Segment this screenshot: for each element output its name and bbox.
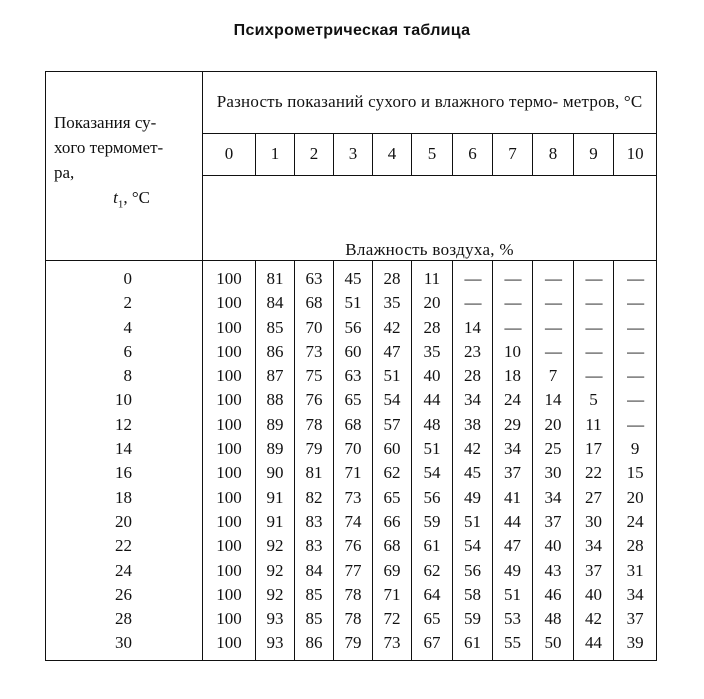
- humidity-cell: 87: [256, 364, 295, 388]
- humidity-cell: 40: [412, 364, 453, 388]
- humidity-cell: 92: [256, 583, 295, 607]
- humidity-cell: 51: [373, 364, 412, 388]
- humidity-cell: 81: [256, 261, 295, 292]
- humidity-cell: 25: [533, 437, 574, 461]
- dry-temperature-cell: 2: [46, 291, 203, 315]
- humidity-cell: 68: [373, 534, 412, 558]
- humidity-cell: 10: [493, 340, 533, 364]
- humidity-cell: 85: [295, 583, 334, 607]
- humidity-cell: 71: [373, 583, 412, 607]
- humidity-cell: —: [614, 364, 657, 388]
- humidity-cell: 93: [256, 631, 295, 660]
- table-row: [46, 510, 657, 534]
- humidity-cell: —: [574, 316, 614, 340]
- difference-value-4: 4: [373, 133, 412, 175]
- table-row: [46, 486, 657, 510]
- difference-value-5: 5: [412, 133, 453, 175]
- humidity-cell: 78: [334, 583, 373, 607]
- humidity-cell: 83: [295, 534, 334, 558]
- humidity-cell: 100: [203, 461, 256, 485]
- humidity-cell: 63: [334, 364, 373, 388]
- table-row: [46, 388, 657, 412]
- humidity-cell: 37: [493, 461, 533, 485]
- humidity-cell: 77: [334, 559, 373, 583]
- humidity-cell: 100: [203, 364, 256, 388]
- humidity-cell: 62: [373, 461, 412, 485]
- humidity-cell: 34: [533, 486, 574, 510]
- humidity-cell: 93: [256, 607, 295, 631]
- humidity-cell: 84: [295, 559, 334, 583]
- humidity-cell: 48: [412, 413, 453, 437]
- humidity-cell: 27: [574, 486, 614, 510]
- humidity-cell: 92: [256, 534, 295, 558]
- humidity-cell: —: [614, 291, 657, 315]
- difference-value-3: 3: [334, 133, 373, 175]
- humidity-cell: 15: [614, 461, 657, 485]
- row-header-line-2: хого термомет-: [54, 138, 164, 157]
- dry-temperature-cell: 20: [46, 510, 203, 534]
- humidity-cell: 28: [373, 261, 412, 292]
- table-row: [46, 631, 657, 660]
- table-row: [46, 534, 657, 558]
- humidity-cell: 100: [203, 437, 256, 461]
- humidity-cell: 54: [453, 534, 493, 558]
- humidity-cell: 100: [203, 583, 256, 607]
- humidity-cell: 73: [295, 340, 334, 364]
- humidity-cell: 67: [412, 631, 453, 660]
- humidity-cell: 59: [453, 607, 493, 631]
- dry-temperature-cell: 6: [46, 340, 203, 364]
- humidity-cell: 40: [574, 583, 614, 607]
- humidity-cell: 90: [256, 461, 295, 485]
- humidity-cell: 85: [256, 316, 295, 340]
- table-title: Психрометрическая таблица: [233, 22, 471, 39]
- humidity-cell: 43: [533, 559, 574, 583]
- humidity-cell: 65: [334, 388, 373, 412]
- humidity-cell: 28: [614, 534, 657, 558]
- humidity-cell: 65: [412, 607, 453, 631]
- humidity-cell: 58: [453, 583, 493, 607]
- dry-temperature-cell: 26: [46, 583, 203, 607]
- humidity-cell: 44: [412, 388, 453, 412]
- humidity-cell: 75: [295, 364, 334, 388]
- humidity-cell: 35: [373, 291, 412, 315]
- humidity-cell: 70: [295, 316, 334, 340]
- difference-value-1: 1: [256, 133, 295, 175]
- dry-temperature-cell: 24: [46, 559, 203, 583]
- humidity-cell: —: [533, 261, 574, 292]
- humidity-cell: 64: [412, 583, 453, 607]
- table-row: [46, 364, 657, 388]
- dry-temperature-cell: 4: [46, 316, 203, 340]
- humidity-cell: 76: [334, 534, 373, 558]
- humidity-cell: 56: [334, 316, 373, 340]
- table-row: [46, 437, 657, 461]
- humidity-cell: —: [533, 291, 574, 315]
- humidity-cell: 39: [614, 631, 657, 660]
- humidity-cell: —: [493, 291, 533, 315]
- humidity-cell: 65: [373, 486, 412, 510]
- humidity-cell: 49: [493, 559, 533, 583]
- humidity-cell: 46: [533, 583, 574, 607]
- humidity-cell: 100: [203, 413, 256, 437]
- humidity-cell: 56: [412, 486, 453, 510]
- humidity-cell: 14: [453, 316, 493, 340]
- humidity-cell: —: [453, 261, 493, 292]
- humidity-cell: 59: [412, 510, 453, 534]
- humidity-cell: 86: [256, 340, 295, 364]
- humidity-cell: 30: [533, 461, 574, 485]
- humidity-cell: 100: [203, 534, 256, 558]
- dry-temperature-cell: 12: [46, 413, 203, 437]
- dry-temperature-cell: 14: [46, 437, 203, 461]
- humidity-cell: —: [493, 261, 533, 292]
- humidity-cell: 11: [574, 413, 614, 437]
- humidity-cell: 69: [373, 559, 412, 583]
- humidity-values: [46, 261, 657, 661]
- humidity-cell: 60: [373, 437, 412, 461]
- humidity-cell: 38: [453, 413, 493, 437]
- humidity-cell: 53: [493, 607, 533, 631]
- humidity-cell: 68: [334, 413, 373, 437]
- humidity-cell: 22: [574, 461, 614, 485]
- temperature-difference-header: Разность показаний сухого и влажного термо- метров, °С: [203, 72, 657, 134]
- dry-temperature-cell: 18: [46, 486, 203, 510]
- humidity-cell: —: [453, 291, 493, 315]
- humidity-cell: 34: [614, 583, 657, 607]
- dry-thermometer-header: [46, 72, 203, 261]
- humidity-cell: 92: [256, 559, 295, 583]
- humidity-cell: —: [493, 316, 533, 340]
- humidity-cell: 28: [412, 316, 453, 340]
- humidity-cell: 88: [256, 388, 295, 412]
- difference-value-6: 6: [453, 133, 493, 175]
- humidity-cell: —: [574, 291, 614, 315]
- humidity-cell: 54: [373, 388, 412, 412]
- humidity-cell: 14: [533, 388, 574, 412]
- humidity-cell: 45: [453, 461, 493, 485]
- humidity-header: Влажность воздуха, %: [203, 175, 657, 260]
- humidity-cell: 100: [203, 340, 256, 364]
- humidity-cell: 49: [453, 486, 493, 510]
- humidity-cell: 23: [453, 340, 493, 364]
- humidity-cell: 100: [203, 388, 256, 412]
- humidity-cell: 85: [295, 607, 334, 631]
- humidity-cell: 37: [533, 510, 574, 534]
- row-header-unit: $t_1$, °С: [113, 188, 150, 211]
- humidity-cell: —: [614, 388, 657, 412]
- humidity-cell: 79: [334, 631, 373, 660]
- humidity-cell: 29: [493, 413, 533, 437]
- humidity-cell: —: [574, 261, 614, 292]
- humidity-cell: 20: [412, 291, 453, 315]
- humidity-cell: 81: [295, 461, 334, 485]
- difference-value-2: 2: [295, 133, 334, 175]
- humidity-cell: —: [614, 261, 657, 292]
- humidity-cell: 37: [614, 607, 657, 631]
- table-row: [46, 461, 657, 485]
- table-row: [46, 261, 657, 292]
- humidity-cell: 48: [533, 607, 574, 631]
- humidity-cell: 51: [493, 583, 533, 607]
- difference-value-8: 8: [533, 133, 574, 175]
- humidity-cell: 66: [373, 510, 412, 534]
- humidity-cell: 72: [373, 607, 412, 631]
- humidity-cell: —: [533, 340, 574, 364]
- table-row: [46, 559, 657, 583]
- humidity-cell: 73: [334, 486, 373, 510]
- difference-value-0: 0: [203, 133, 256, 175]
- humidity-cell: 100: [203, 559, 256, 583]
- dry-temperature-cell: 10: [46, 388, 203, 412]
- humidity-cell: 100: [203, 316, 256, 340]
- humidity-cell: 44: [574, 631, 614, 660]
- humidity-cell: —: [614, 413, 657, 437]
- humidity-cell: 100: [203, 486, 256, 510]
- humidity-cell: 70: [334, 437, 373, 461]
- humidity-cell: 5: [574, 388, 614, 412]
- humidity-cell: 71: [334, 461, 373, 485]
- humidity-cell: 30: [574, 510, 614, 534]
- humidity-cell: 24: [614, 510, 657, 534]
- humidity-cell: 20: [614, 486, 657, 510]
- table-row: [46, 340, 657, 364]
- humidity-cell: 89: [256, 437, 295, 461]
- humidity-cell: 79: [295, 437, 334, 461]
- dry-temperature-cell: 16: [46, 461, 203, 485]
- humidity-cell: 50: [533, 631, 574, 660]
- psychrometric-table: [45, 71, 657, 661]
- humidity-cell: 40: [533, 534, 574, 558]
- dry-temperature-cell: 28: [46, 607, 203, 631]
- difference-value-9: 9: [574, 133, 614, 175]
- humidity-cell: 74: [334, 510, 373, 534]
- humidity-cell: 84: [256, 291, 295, 315]
- humidity-cell: 89: [256, 413, 295, 437]
- humidity-cell: 31: [614, 559, 657, 583]
- humidity-cell: 55: [493, 631, 533, 660]
- humidity-cell: 68: [295, 291, 334, 315]
- humidity-cell: 45: [334, 261, 373, 292]
- humidity-cell: 78: [295, 413, 334, 437]
- humidity-cell: 34: [453, 388, 493, 412]
- humidity-cell: 56: [453, 559, 493, 583]
- humidity-cell: 82: [295, 486, 334, 510]
- humidity-cell: 18: [493, 364, 533, 388]
- table-row: [46, 413, 657, 437]
- humidity-cell: 78: [334, 607, 373, 631]
- dry-temperature-cell: 8: [46, 364, 203, 388]
- humidity-cell: 91: [256, 486, 295, 510]
- humidity-cell: 9: [614, 437, 657, 461]
- humidity-cell: 51: [412, 437, 453, 461]
- humidity-cell: 57: [373, 413, 412, 437]
- humidity-cell: 91: [256, 510, 295, 534]
- humidity-cell: —: [614, 316, 657, 340]
- humidity-cell: 24: [493, 388, 533, 412]
- humidity-cell: 61: [453, 631, 493, 660]
- dry-temperature-cell: 0: [46, 261, 203, 292]
- humidity-cell: 34: [493, 437, 533, 461]
- humidity-cell: 41: [493, 486, 533, 510]
- humidity-cell: 51: [453, 510, 493, 534]
- table-row: [46, 316, 657, 340]
- humidity-cell: 60: [334, 340, 373, 364]
- humidity-cell: 73: [373, 631, 412, 660]
- humidity-cell: 20: [533, 413, 574, 437]
- humidity-cell: 11: [412, 261, 453, 292]
- humidity-cell: 100: [203, 291, 256, 315]
- table-row: [46, 607, 657, 631]
- humidity-cell: 42: [373, 316, 412, 340]
- dry-temperature-cell: 22: [46, 534, 203, 558]
- humidity-cell: 7: [533, 364, 574, 388]
- humidity-cell: 37: [574, 559, 614, 583]
- difference-value-7: 7: [493, 133, 533, 175]
- humidity-cell: 76: [295, 388, 334, 412]
- humidity-cell: —: [614, 340, 657, 364]
- humidity-cell: 17: [574, 437, 614, 461]
- humidity-cell: 42: [453, 437, 493, 461]
- humidity-cell: 100: [203, 261, 256, 292]
- humidity-cell: 61: [412, 534, 453, 558]
- table-row: [46, 583, 657, 607]
- humidity-cell: —: [533, 316, 574, 340]
- humidity-cell: 83: [295, 510, 334, 534]
- humidity-cell: —: [574, 364, 614, 388]
- row-header-line-3: ра,: [54, 163, 75, 182]
- humidity-cell: 100: [203, 607, 256, 631]
- humidity-cell: 28: [453, 364, 493, 388]
- humidity-cell: 42: [574, 607, 614, 631]
- humidity-cell: 63: [295, 261, 334, 292]
- humidity-cell: 47: [373, 340, 412, 364]
- humidity-cell: 86: [295, 631, 334, 660]
- row-header-line-1: Показания су-: [54, 113, 157, 132]
- difference-value-10: 10: [614, 133, 657, 175]
- humidity-cell: 100: [203, 631, 256, 660]
- humidity-cell: —: [574, 340, 614, 364]
- humidity-cell: 44: [493, 510, 533, 534]
- humidity-cell: 34: [574, 534, 614, 558]
- humidity-cell: 51: [334, 291, 373, 315]
- humidity-cell: 35: [412, 340, 453, 364]
- humidity-cell: 47: [493, 534, 533, 558]
- humidity-cell: 54: [412, 461, 453, 485]
- humidity-cell: 62: [412, 559, 453, 583]
- dry-temperature-cell: 30: [46, 631, 203, 660]
- humidity-cell: 100: [203, 510, 256, 534]
- table-row: [46, 291, 657, 315]
